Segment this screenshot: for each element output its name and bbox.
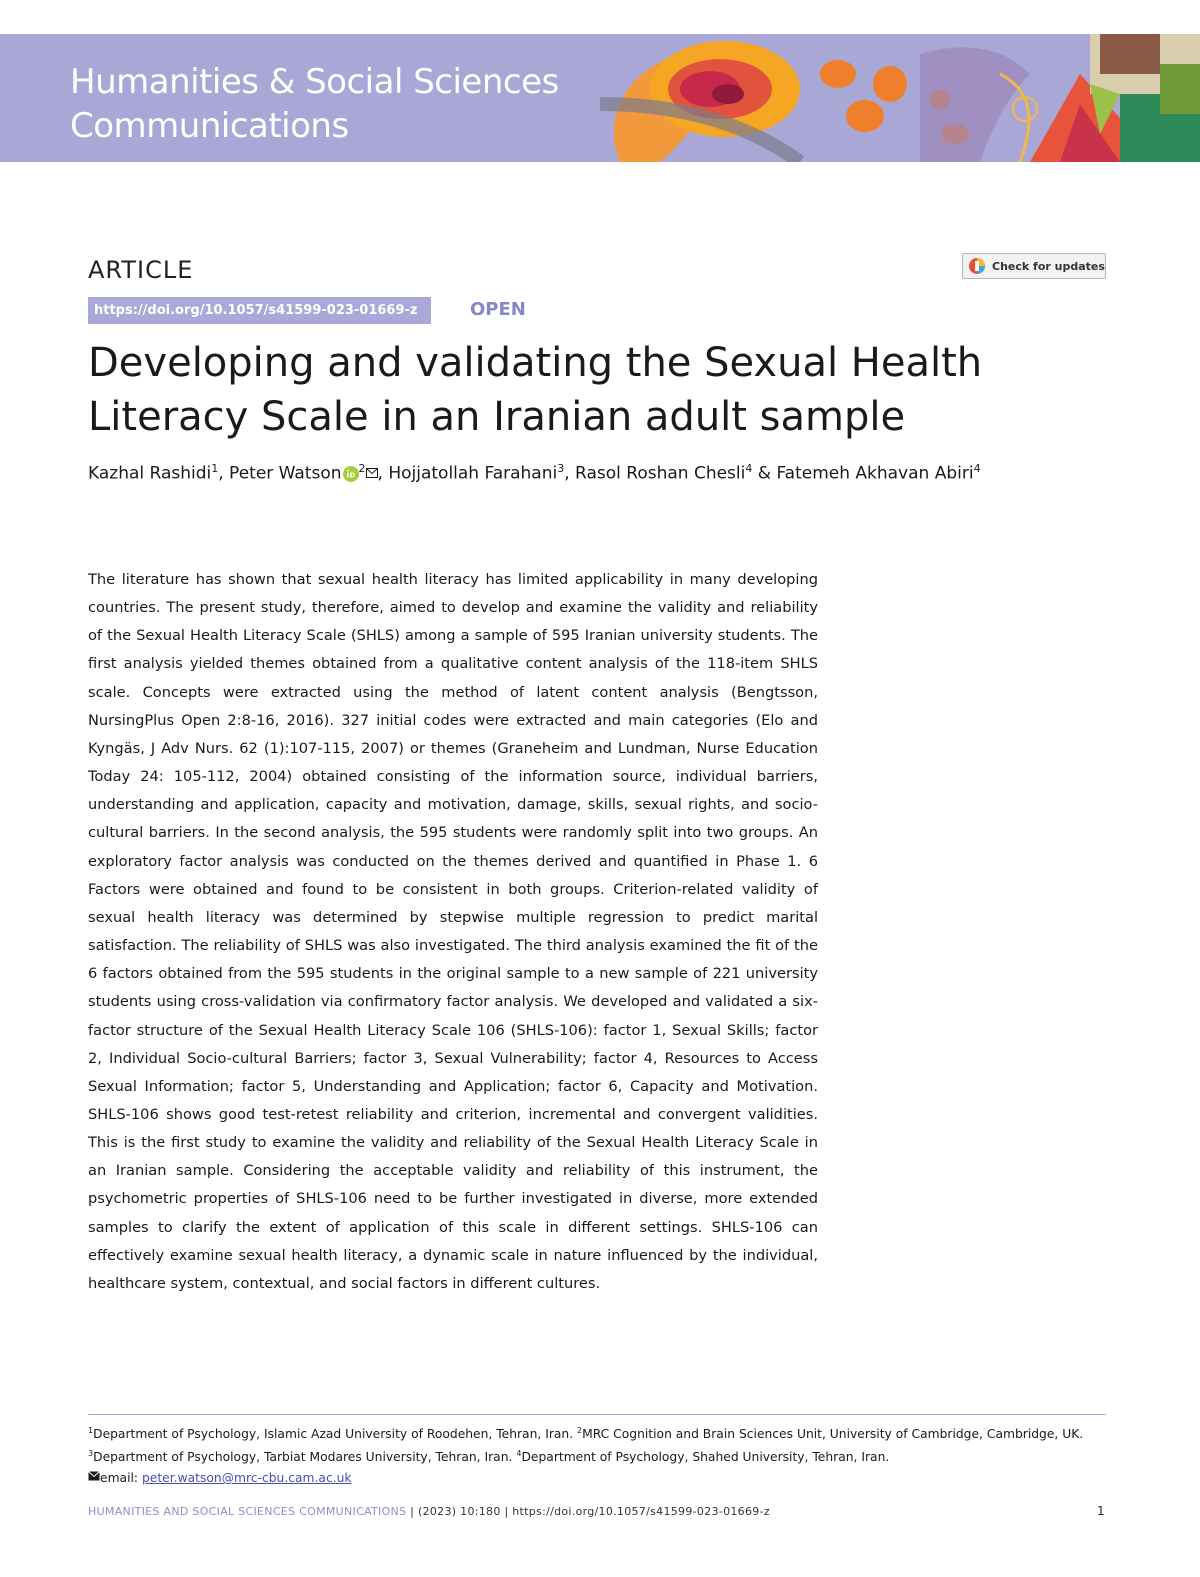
crossmark-icon	[968, 257, 986, 275]
journal-title-line1: Humanities & Social Sciences	[70, 62, 559, 102]
affiliation-text: MRC Cognition and Brain Sciences Unit, University of Cambridge, Cambridge, UK.	[582, 1427, 1084, 1442]
page-number: 1	[1097, 1504, 1105, 1518]
author-separator: &	[752, 463, 777, 484]
affiliation-number: 2	[577, 1426, 583, 1435]
author-name: Hojjatollah Farahani	[388, 463, 558, 484]
footer-separator: |	[500, 1505, 513, 1518]
author-affiliation-number: 1	[211, 462, 219, 475]
author-affiliation-number: 2	[358, 462, 366, 475]
author-name: Peter Watson	[229, 463, 342, 484]
author-name: Kazhal Rashidi	[88, 463, 212, 484]
footer-doi-link[interactable]: https://doi.org/10.1057/s41599-023-01669-z	[512, 1505, 770, 1518]
doi-link[interactable]: https://doi.org/10.1057/s41599-023-01669-z	[88, 297, 431, 324]
affiliation-number: 3	[88, 1449, 94, 1459]
journal-title-line2: Communications	[70, 106, 349, 146]
orcid-icon[interactable]	[343, 466, 359, 487]
author-separator: ,	[218, 463, 230, 484]
open-access-badge: OPEN	[470, 299, 526, 320]
footer-journal-name: HUMANITIES AND SOCIAL SCIENCES COMMUNICATIONS	[88, 1505, 407, 1518]
author-affiliation-number: 4	[745, 462, 753, 475]
banner-artwork	[560, 34, 1200, 162]
page-footer	[88, 1505, 770, 1518]
email-label: email:	[100, 1471, 142, 1486]
article-type-label: ARTICLE	[88, 256, 194, 284]
author-separator: ,	[564, 463, 576, 484]
abstract: The literature has shown that sexual health literacy has limited applicability in many developing countries. The present study, therefore, aimed to develop and examine the validity and reliability of the Sexual Health Literacy Scale (SHLS) among a sample of 595 Iranian university students. The first analysis yielded themes obtained from a qualitative content analysis of the 118-item SHLS scale. Concepts were extracted using the method of latent content analysis (Bengtsson, NursingPlus Open 2:8-16, 2016). 327 initial codes were extracted and main categories (Elo and Kyngäs, J Adv Nurs. 62 (1):107-115, 2007) or themes (Graneheim and Lundman, Nurse Education Today 24: 105-112, 2004) obtained consisting of the information source, individual barriers, understanding and application, capacity and motivation, damage, skills, sexual rights, and socio-cultural barriers. In the second analysis, the 595 students were randomly split into two groups. An exploratory factor analysis was conducted on the themes derived and quantified in Phase 1. 6 Factors were obtained and found to be consistent in both groups. Criterion-related validity of sexual health literacy was determined by stepwise multiple regression to predict marital satisfaction. The reliability of SHLS was also investigated. The third analysis examined the fit of the 6 factors obtained from the 595 students in the original sample to a new sample of 221 university students using cross-validation via confirmatory factor analysis. We developed and validated a six-factor structure of the Sexual Health Literacy Scale 106 (SHLS-106): factor 1, Sexual Skills; factor 2, Individual Socio-cultural Barriers; factor 3, Sexual Vulnerability; factor 4, Resources to Access Sexual Information; factor 5, Understanding and Application; factor 6, Capacity and Motivation. SHLS-106 shows good test-retest reliability and criterion, incremental and convergent validities. This is the first study to examine the validity and reliability of the Sexual Health Literacy Scale in an Iranian sample. Considering the acceptable validity and reliability of this instrument, the psychometric properties of SHLS-106 need to be further investigated in diverse, more extended samples to clarify the extent of application of this scale in different settings. SHLS-106 can effectively examine sexual health literacy, a dynamic scale in nature influenced by the individual, healthcare system, contextual, and social factors in different cultures.	[88, 571, 818, 1292]
author-list	[88, 462, 1128, 487]
journal-title	[70, 60, 559, 148]
author-name: Fatemeh Akhavan Abiri	[776, 463, 974, 484]
email-icon[interactable]	[366, 468, 378, 481]
author-separator: ,	[377, 463, 389, 484]
affiliation-text: Department of Psychology, Shahed University, Tehran, Iran.	[521, 1450, 890, 1465]
author-name: Rasol Roshan Chesli	[575, 463, 746, 484]
author-affiliation-number: 4	[973, 462, 981, 475]
journal-banner	[0, 34, 1200, 162]
check-for-updates-label: Check for updates	[992, 259, 1105, 273]
footer-citation: (2023) 10:180	[417, 1505, 501, 1518]
paper-title: Developing and validating the Sexual Health Literacy Scale in an Iranian adult sample	[88, 340, 983, 440]
footer-separator: |	[406, 1505, 418, 1518]
affiliation-text: Department of Psychology, Tarbiat Modares University, Tehran, Iran.	[93, 1450, 517, 1465]
email-link[interactable]: peter.watson@mrc-cbu.cam.ac.uk	[141, 1471, 352, 1486]
affiliation-number: 1	[88, 1426, 94, 1435]
email-icon	[88, 1467, 100, 1487]
author-affiliation-number: 3	[557, 462, 565, 475]
affiliation-number: 4	[516, 1449, 522, 1459]
check-for-updates-button[interactable]	[962, 253, 1106, 279]
affiliation-text: Department of Psychology, Islamic Azad University of Roodehen, Tehran, Iran.	[93, 1427, 578, 1442]
affiliations-divider	[88, 1414, 1106, 1415]
affiliations	[88, 1421, 1106, 1488]
